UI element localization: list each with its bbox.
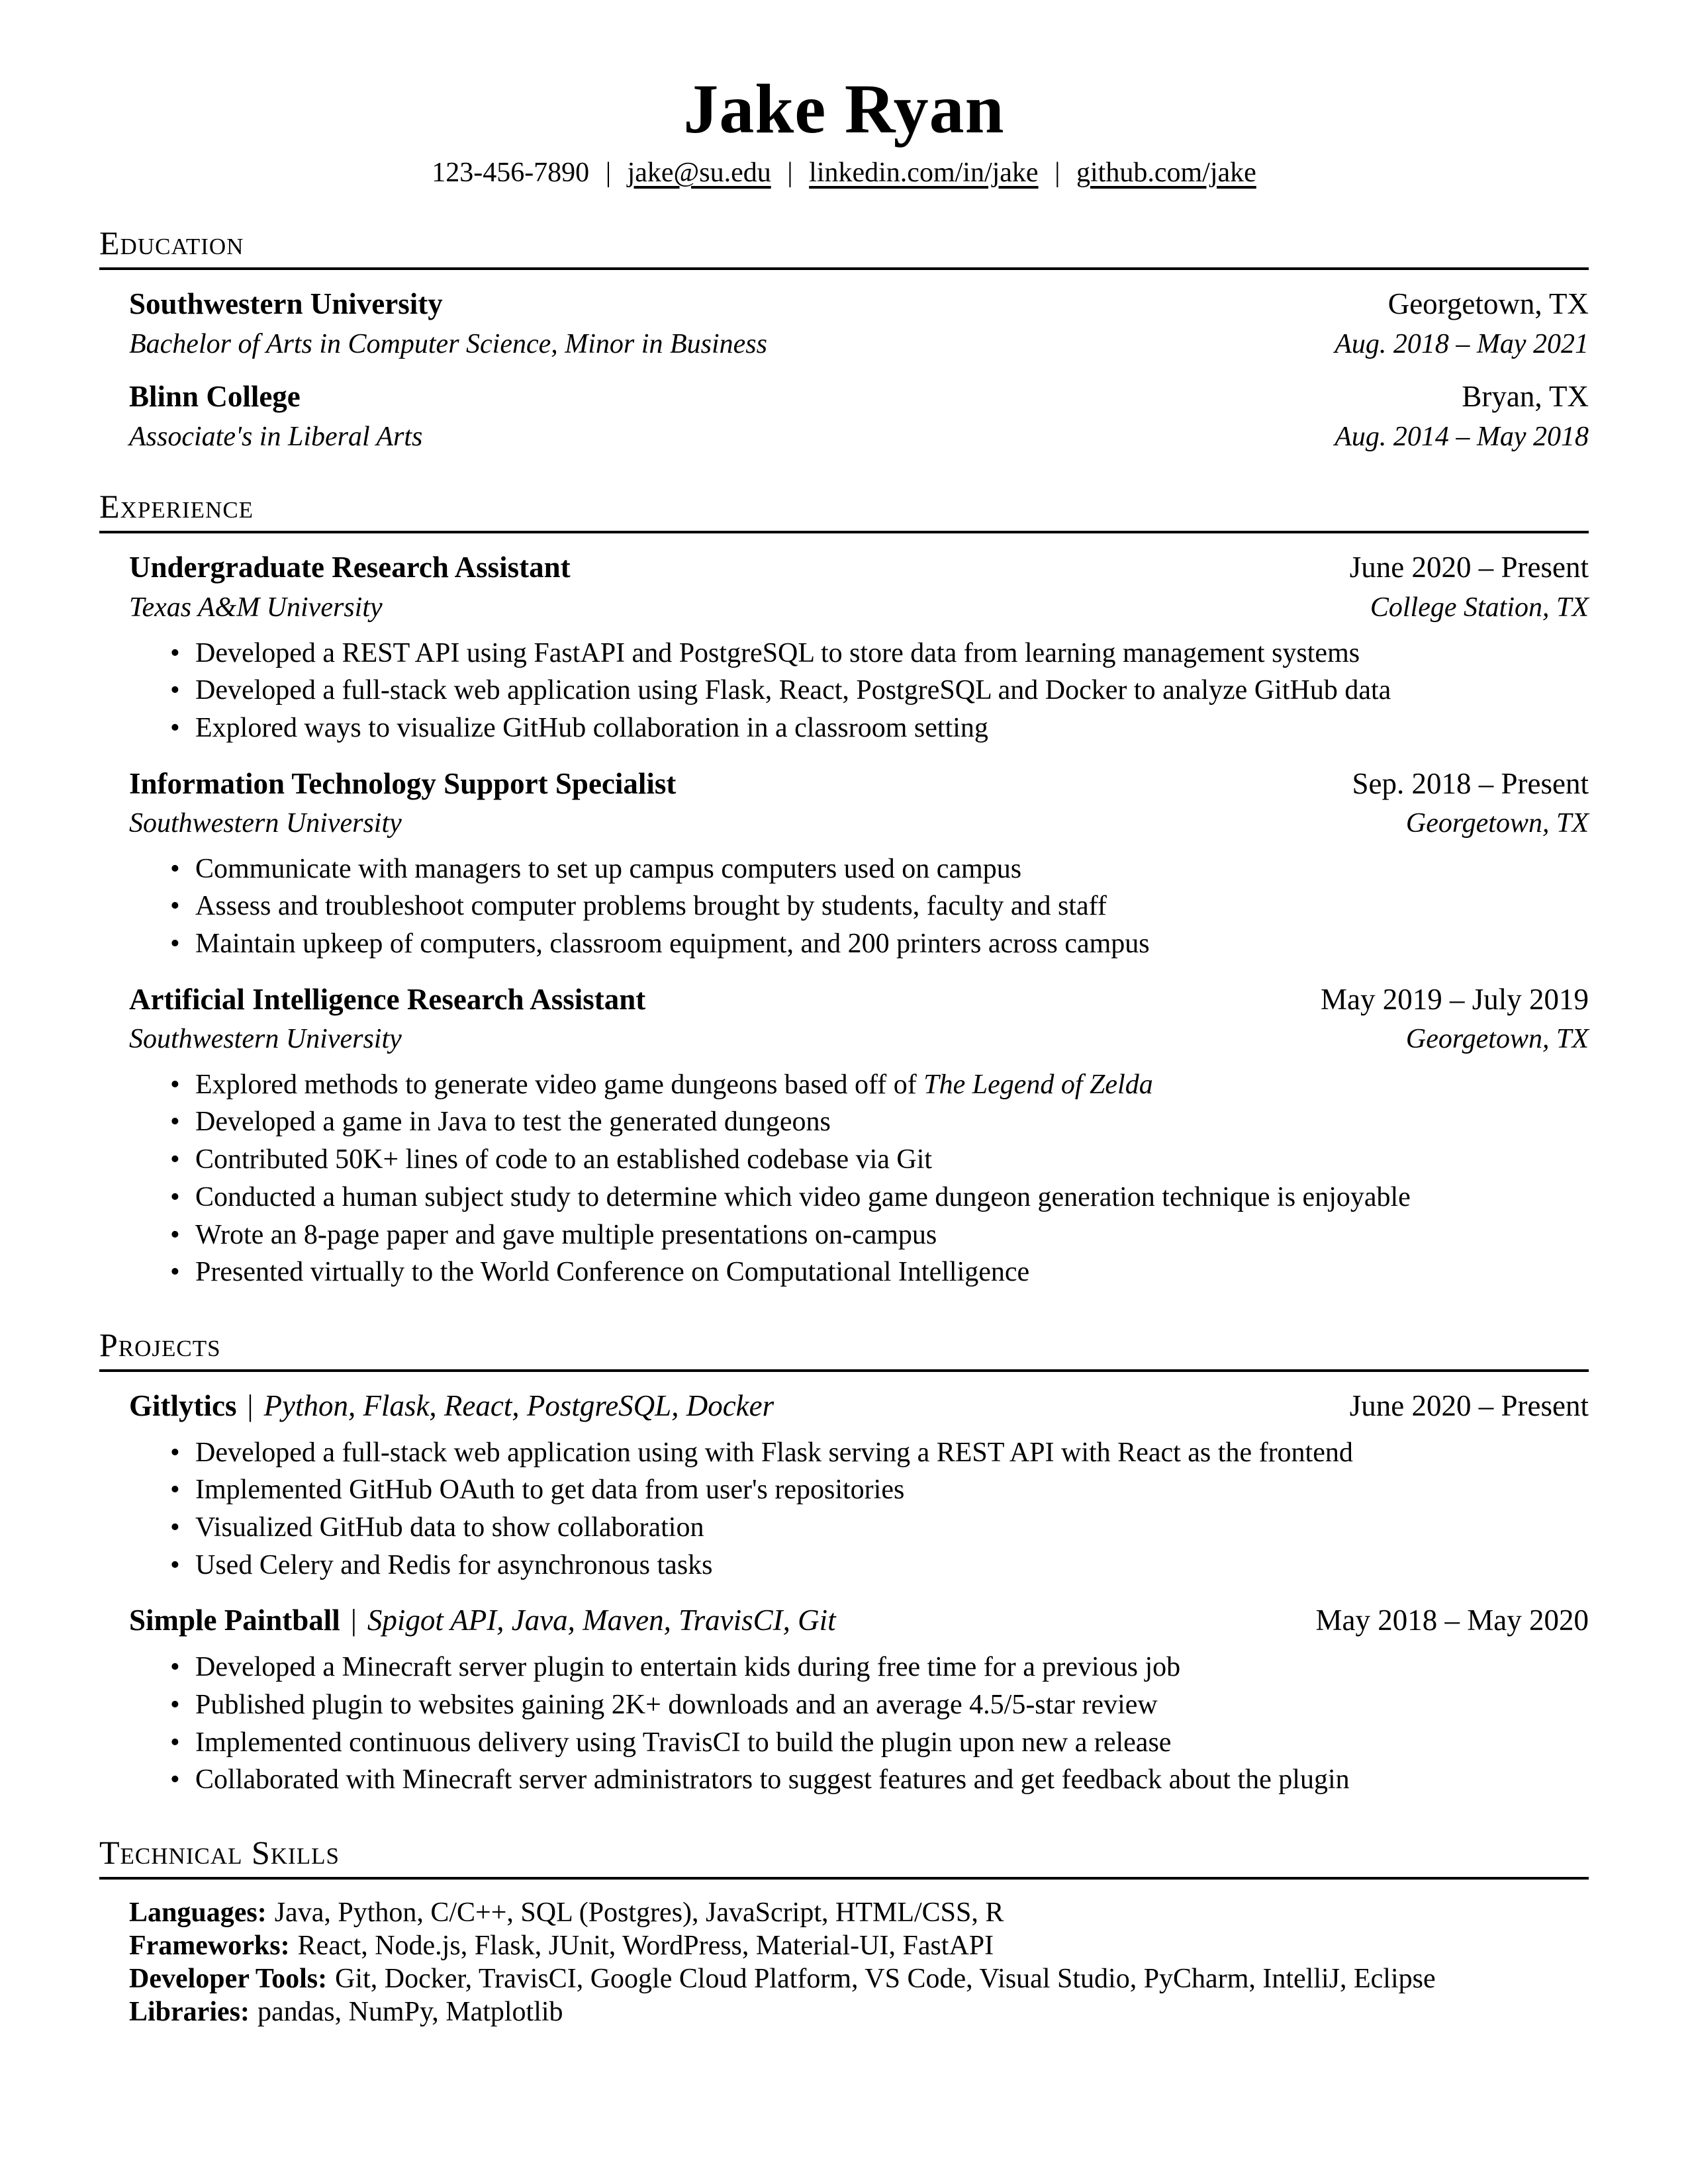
header [99, 70, 1589, 189]
bullet-item: • Developed a game in Java to test the generated dungeons [129, 1103, 1589, 1141]
institution-name: Blinn College [129, 380, 301, 414]
education-dates: Aug. 2014 – May 2018 [1335, 422, 1589, 453]
contact-line [99, 156, 1589, 189]
job-location: Georgetown, TX [1405, 808, 1589, 839]
skill-line-languages [129, 1897, 1589, 1930]
job-dates: May 2019 – July 2019 [1321, 982, 1589, 1016]
section-title-education: Education [99, 226, 1589, 270]
bullet-item: • Explored ways to visualize GitHub collaboration in a classroom setting [129, 709, 1589, 747]
institution-location: Bryan, TX [1462, 380, 1589, 414]
bullet-item: • Conducted a human subject study to determine which video game dungeon generation technique is enjoyable [129, 1179, 1589, 1216]
bullet-item: • Implemented continuous delivery using TravisCI to build the plugin upon new a release [129, 1724, 1589, 1762]
bullet-list [129, 1434, 1589, 1584]
section-title-experience: Experience [99, 490, 1589, 533]
github-link[interactable]: github.com/jake [1076, 158, 1256, 188]
education-dates: Aug. 2018 – May 2021 [1335, 329, 1589, 360]
skill-label: Libraries: [129, 1996, 250, 2027]
bullet-item: • Visualized GitHub data to show collaboration [129, 1509, 1589, 1547]
bullet-item: • Contributed 50K+ lines of code to an established codebase via Git [129, 1141, 1589, 1179]
bullet-item: • Collaborated with Minecraft server administrators to suggest features and get feedback about the plugin [129, 1761, 1589, 1799]
bullet-item: • Presented virtually to the World Conference on Computational Intelligence [129, 1253, 1589, 1291]
bullet-item: • Communicate with managers to set up campus computers used on campus [129, 850, 1589, 888]
skill-label: Developer Tools: [129, 1963, 328, 1994]
separator: | [787, 158, 793, 188]
separator: | [1055, 158, 1060, 188]
section-projects [99, 1328, 1589, 1799]
bullet-item: • Developed a Minecraft server plugin to entertain kids during free time for a previous job [129, 1649, 1589, 1686]
section-title-projects: Projects [99, 1328, 1589, 1372]
project-stack: Python, Flask, React, PostgreSQL, Docker [263, 1388, 774, 1422]
job-location: College Station, TX [1370, 592, 1589, 623]
job-dates: Sep. 2018 – Present [1352, 766, 1589, 800]
skill-label: Languages: [129, 1897, 267, 1928]
job-dates: June 2020 – Present [1349, 551, 1589, 584]
section-technical-skills [99, 1833, 1589, 2029]
skill-line-frameworks [129, 1930, 1589, 1963]
skill-values: Java, Python, C/C++, SQL (Postgres), JavaScript, HTML/CSS, R [274, 1897, 1004, 1928]
bullet-list [129, 635, 1589, 747]
project-stack: Spigot API, Java, Maven, TravisCI, Git [367, 1604, 836, 1637]
bullet-text: Explored methods to generate video game dungeons based off of [195, 1069, 924, 1100]
section-experience [99, 490, 1589, 1291]
separator: | [350, 1604, 357, 1637]
job-title: Undergraduate Research Assistant [129, 551, 571, 584]
bullet-item: • Developed a full-stack web application using Flask, React, PostgreSQL and Docker to analyze GitHub data [129, 672, 1589, 709]
bullet-list [129, 1066, 1589, 1291]
job-title: Information Technology Support Specialist [129, 766, 677, 800]
employer: Texas A&M University [129, 592, 383, 623]
skills-block [99, 1897, 1589, 2029]
linkedin-link[interactable]: linkedin.com/in/jake [809, 158, 1039, 188]
job-location: Georgetown, TX [1405, 1024, 1589, 1055]
skill-line-libraries [129, 1996, 1589, 2029]
bullet-item: • Published plugin to websites gaining 2K+ downloads and an average 4.5/5-star review [129, 1686, 1589, 1724]
email-link[interactable]: jake@su.edu [627, 158, 771, 188]
experience-entry [99, 767, 1589, 963]
section-title-technical-skills: Technical Skills [99, 1836, 1589, 1880]
skill-values: pandas, NumPy, Matplotlib [257, 1996, 563, 2027]
employer: Southwestern University [129, 1024, 402, 1055]
bullet-item [129, 1066, 1589, 1104]
project-dates: May 2018 – May 2020 [1315, 1604, 1589, 1637]
section-education [99, 226, 1589, 453]
bullet-list [129, 1649, 1589, 1799]
bullet-item: • Wrote an 8-page paper and gave multiple presentations on-campus [129, 1216, 1589, 1254]
bullet-item: • Developed a REST API using FastAPI and PostgreSQL to store data from learning management systems [129, 635, 1589, 672]
bullet-item: • Implemented GitHub OAuth to get data from user's repositories [129, 1471, 1589, 1509]
separator: | [605, 158, 612, 188]
education-entry [99, 287, 1589, 360]
skill-line-developer-tools [129, 1963, 1589, 1996]
project-entry [99, 1604, 1589, 1799]
employer: Southwestern University [129, 808, 402, 839]
bullet-item: • Maintain upkeep of computers, classroom equipment, and 200 printers across campus [129, 925, 1589, 963]
separator: | [247, 1388, 254, 1422]
phone-number: 123-456-7890 [432, 158, 590, 188]
education-entry [99, 380, 1589, 453]
project-entry [99, 1389, 1589, 1584]
project-name: Gitlytics [129, 1388, 237, 1422]
experience-entry [99, 551, 1589, 747]
project-name: Simple Paintball [129, 1604, 340, 1637]
skill-values: React, Node.js, Flask, JUnit, WordPress, Material-UI, FastAPI [297, 1930, 994, 1961]
skill-label: Frameworks: [129, 1930, 290, 1961]
bullet-item: • Assess and troubleshoot computer problems brought by students, faculty and staff [129, 887, 1589, 925]
bullet-item: • Developed a full-stack web application using with Flask serving a REST API with React as the frontend [129, 1434, 1589, 1472]
bullet-item: • Used Celery and Redis for asynchronous tasks [129, 1547, 1589, 1584]
person-name: Jake Ryan [683, 70, 1005, 148]
game-title: The Legend of Zelda [923, 1069, 1153, 1100]
job-title: Artificial Intelligence Research Assistant [129, 982, 646, 1016]
bullet-list [129, 850, 1589, 963]
skill-values: Git, Docker, TravisCI, Google Cloud Platform, VS Code, Visual Studio, PyCharm, IntelliJ, Eclipse [335, 1963, 1436, 1994]
degree: Associate's in Liberal Arts [129, 422, 423, 453]
degree: Bachelor of Arts in Computer Science, Minor in Business [129, 329, 767, 360]
institution-location: Georgetown, TX [1387, 287, 1589, 321]
experience-entry [99, 983, 1589, 1291]
project-dates: June 2020 – Present [1349, 1388, 1589, 1422]
institution-name: Southwestern University [129, 287, 443, 321]
